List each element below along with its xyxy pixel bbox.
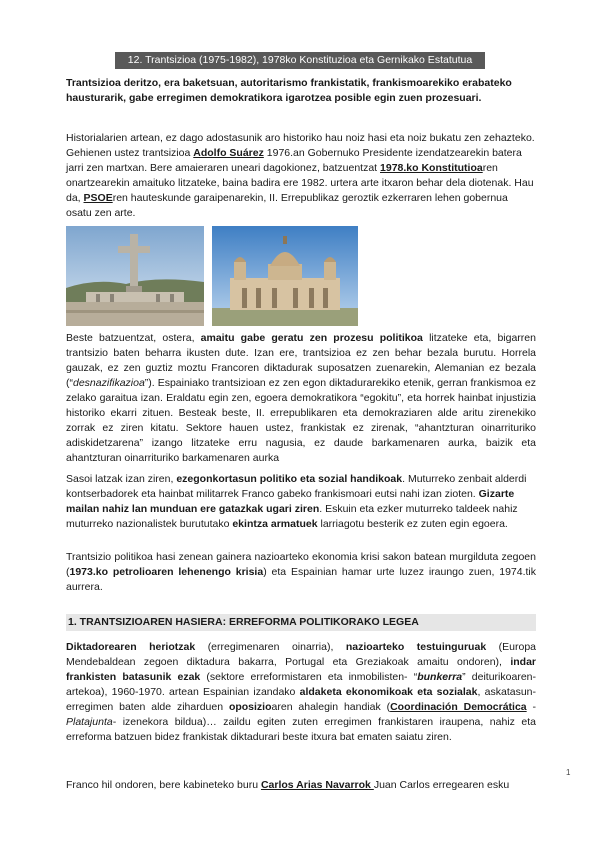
intro-text: Trantsizioa deritzo, era baketsuan, autoritarismo frankistatik, frankismoarekiko erabateko hausturarik, gabe erregimen demokratikora igarotzea posible egin zuen prozesuari. <box>66 77 512 104</box>
p6-text-2: Juan Carlos erregearen esku <box>373 779 510 791</box>
p5-text-6: aren ahalegin handiak ( <box>271 701 391 713</box>
p4-text-2: ) eta Espainian hamar urte luzez iraungo zuen, 1974.tik aurrera. <box>66 566 537 593</box>
paragraph-franco-death <box>66 778 536 793</box>
p5-text-4: ” deiturikoaren- artekoa), 1960-1970. artean Espainian izandako <box>66 671 536 698</box>
p5-text-3: (sektore erreformistaren eta inmobilisten- “ <box>200 671 418 683</box>
p5-text-5: , askatasun-erregimen baten alde ziharduen <box>66 686 537 713</box>
p2-text-1: Beste batzuentzat, ostera, <box>66 332 201 344</box>
p3-text-4: larriagotu besterik ez zuten egin egoera. <box>317 518 508 530</box>
document-title: 12. Trantsizioa (1975-1982), 1978ko Konstituzioa eta Gernikako Estatutua <box>115 52 485 69</box>
p3-text-1: Sasoi latzak izan ziren, <box>66 473 177 485</box>
paragraph-dictator-death <box>66 640 536 745</box>
p3-bold-3: ekintza armatuek <box>232 518 318 530</box>
p1-text-2: 1976.an Gobernuko Presidente izendatzearekin batera jarri zen martxan. Bere amaieraren uneari dagokionez, batzuentzat <box>66 147 522 174</box>
p1-text-3: ren onartzearekin amaituko litzateke, baina badira ere 1982. urtera arte itxaron behar dela diotenak. Hau da, <box>66 162 534 204</box>
p5-text-1: (erregimenaren oinarria), <box>195 641 346 653</box>
paragraph-economic-crisis <box>66 550 536 595</box>
p6-text-1: Franco hil ondoren, bere kabineteko buru <box>66 779 261 791</box>
page-number: 1 <box>566 768 571 777</box>
p1-text-1: Historialarien artean, ez dago adostasunik aro historiko hau noiz hasi eta noiz bukatu zen zehazteko. Gehienen ustez trantsizioa <box>66 132 535 159</box>
p4-text-1: Trantsizio politikoa hasi zenean gainera nazioarteko ekonomia krisi sakon batean murgilduta zegoen ( <box>66 551 536 578</box>
monument-cross-image <box>66 226 204 326</box>
p1-text-4: ren hauteskunde garaipenarekin, II. Errepublikaz geroztik ezkerraren lehen gobernua osatu zen arte. <box>66 192 508 219</box>
p3-bold-2: Gizarte mailan nahiz lan munduan ere gatazkak ugari ziren <box>66 488 515 515</box>
link-konstituzioa[interactable]: 1978.ko Konstitutioa <box>380 162 483 174</box>
link-adolfo-suarez[interactable]: Adolfo Suárez <box>193 147 264 159</box>
p5-bold-2: nazioarteko testuinguruak <box>345 641 487 653</box>
link-psoe[interactable]: PSOE <box>83 192 113 204</box>
link-carlos-arias-navarro[interactable]: Carlos Arias Navarrok <box>260 779 374 791</box>
p5-text-8: - izenekora bildua)… zaildu egiten zuten erregimen frankistaren iraupena, nahiz eta erreforma batzuen bidez frankistak diktadurari beste itxura bat ematen saiatu ziren. <box>66 716 536 743</box>
section-heading: 1. TRANTSIZIOAREN HASIERA: ERREFORMA POLITIKORAKO LEGEA <box>66 614 536 631</box>
link-coordinacion-democratica[interactable]: Coordinación Democrática <box>390 701 527 713</box>
domed-building-image <box>212 226 358 326</box>
p5-bold-5: oposizio <box>228 701 272 713</box>
p5-italic-1: Platajunta <box>66 716 113 728</box>
paragraph-historians <box>66 131 536 221</box>
p2-bold-1: amaitu gabe geratu zen prozesu politikoa <box>200 332 423 344</box>
p2-text-3: ”). Espainiako trantsizioan ez zen egon diktadurarekiko etenik, gerran frankismoa ez zelako garaitua izan. Eraldatu egin zen, egoera demokratikora “egokitu”, eta horrek hainbat injustizia historiko ekarri zituen. Besteak beste, II. errepublikaren eta demokraziaren alde aritu zirenekiko zorrak ez ziren kitatu. Sektore hauen ustez, frankistak ez zirenak, “ahantzturan oinarrituriko adiskidetzarena” izango litzateke erru nagusia, ez daude barkamenaren aurka, baizik eta ahantzturan oinarrituriko barkamenaren aurka <box>66 377 536 464</box>
p5-bold-1: Diktadorearen heriotzak <box>66 641 196 653</box>
p5-bold-italic-1: bunkerra <box>417 671 463 683</box>
p3-bold-1: ezegonkortasun politiko eta sozial handikoak <box>176 473 403 485</box>
p4-bold-1: 1973.ko petrolioaren lehenengo krisia <box>69 566 264 578</box>
p3-text-3: . Eskuin eta ezker muturreko taldeek nahiz muturreko nazionalistek burututako <box>66 503 518 530</box>
paragraph-unfinished-process <box>66 331 536 466</box>
p2-text-2: litzateke eta, bigarren trantsizio baten beharra ikusten dute. Izan ere, trantsizioa ez zen behar bezala burutu. Horrela gauzak, ez zen guztiz moztu Francoren diktadurak suposatzen zuenarekin, Alemanian ez bezala (“ <box>66 332 536 389</box>
p5-bold-4: aldaketa ekonomikoak eta sozialak <box>299 686 478 698</box>
domed-building-photo <box>212 226 358 326</box>
paragraph-instability <box>66 472 536 532</box>
p5-text-2: (Europa Mendebaldean zegoen diktadura bakarra, Portugal eta Greziakoak amaitu ondoren), <box>66 641 536 668</box>
p5-text-7: - <box>526 701 537 713</box>
p2-italic-1: desnazifikazioa <box>73 377 145 389</box>
intro-paragraph <box>66 76 536 106</box>
p3-text-2: . Muturreko zenbait alderdi kontserbadorek eta hainbat militarrek Franco gabeko frankismoari eutsi nahi izan zioten. <box>66 473 527 500</box>
monument-cross-photo <box>66 226 204 326</box>
p5-bold-3: indar frankisten batasunik ezak <box>66 656 536 683</box>
